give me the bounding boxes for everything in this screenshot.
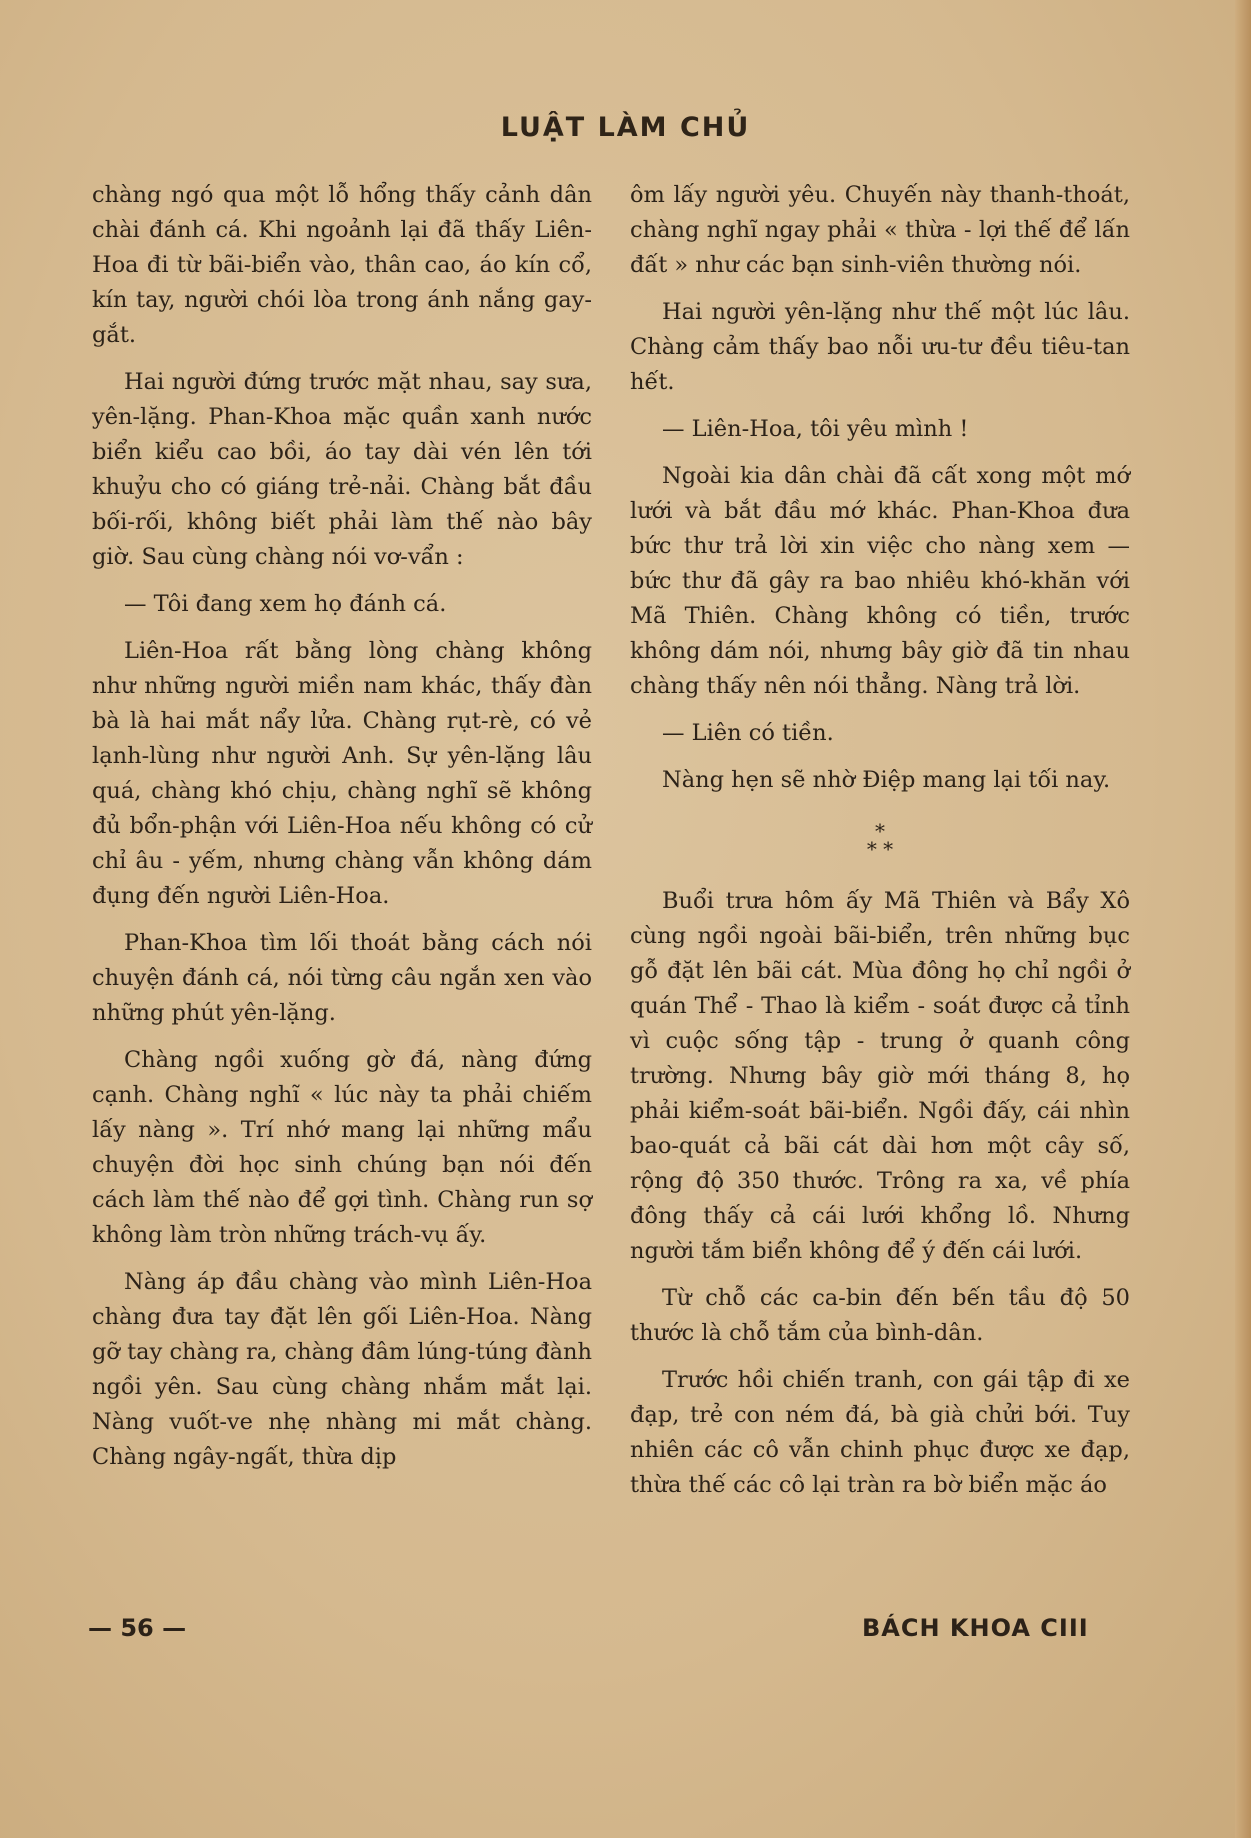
dialogue-line: — Liên có tiền. bbox=[662, 720, 834, 746]
paragraph: Trước hồi chiến tranh, con gái tập đi xe đạp, trẻ con ném đá, bà già chửi bới. Tuy nhiên các cô vẫn chinh phục được xe đạp, thừa thế các cô lại tràn ra bờ biển mặc áo bbox=[630, 1367, 1130, 1498]
paragraph: Phan-Khoa tìm lối thoát bằng cách nói chuyện đánh cá, nói từng câu ngắn xen vào những phút yên-lặng. bbox=[92, 930, 592, 1026]
page-number: — 56 — bbox=[88, 1614, 187, 1642]
publication-name: BÁCH KHOA CIII bbox=[862, 1614, 1089, 1642]
paragraph: ôm lấy người yêu. Chuyến này thanh-thoát, chàng nghĩ ngay phải « thừa - lợi thế để lấn đất » như các bạn sinh-viên thường nói. bbox=[630, 182, 1130, 278]
paragraph: chàng ngó qua một lỗ hổng thấy cảnh dân chài đánh cá. Khi ngoảnh lại đã thấy Liên-Hoa đi từ bãi-biển vào, thân cao, áo kín cổ, kín tay, người chói lòa trong ánh nắng gay-gắt. bbox=[92, 182, 592, 348]
paragraph: Buổi trưa hôm ấy Mã Thiên và Bẩy Xô cùng ngồi ngoài bãi-biển, trên những bục gỗ đặt lên bãi cát. Mùa đông họ chỉ ngồi ở quán Thể - Thao là kiểm - soát được cả tỉnh vì cuộc sống tập - trung ở quanh công trường. Nhưng bây giờ mới tháng 8, họ phải kiểm-soát bãi-biển. Ngồi đấy, cái nhìn bao-quát cả bãi cát dài hơn một cây số, rộng độ 350 thước. Trông ra xa, về phía đông thấy cả cái lưới khổng lồ. Nhưng người tắm biển không để ý đến cái lưới. bbox=[630, 888, 1130, 1264]
paragraph: Từ chỗ các ca-bin đến bến tầu độ 50 thước là chỗ tắm của bình-dân. bbox=[630, 1285, 1130, 1346]
paragraph: Hai người đứng trước mặt nhau, say sưa, yên-lặng. Phan-Khoa mặc quần xanh nước biển kiểu cao bồi, áo tay dài vén lên tới khuỷu cho có giáng trẻ-nải. Chàng bắt đầu bối-rối, không biết phải làm thế nào bây giờ. Sau cùng chàng nói vơ-vẩn : bbox=[92, 369, 592, 570]
paragraph: Liên-Hoa rất bằng lòng chàng không như những người miền nam khác, thấy đàn bà là hai mắt nẩy lửa. Chàng rụt-rè, có vẻ lạnh-lùng như người Anh. Sự yên-lặng lâu quá, chàng khó chịu, chàng nghĩ sẽ không đủ bổn-phận với Liên-Hoa nếu không có cử chỉ âu - yếm, nhưng chàng vẫn không dám đụng đến người Liên-Hoa. bbox=[92, 638, 592, 909]
section-separator bbox=[630, 819, 1130, 861]
dialogue-line: — Tôi đang xem họ đánh cá. bbox=[124, 591, 447, 617]
separator-star: * bbox=[875, 819, 885, 843]
page-edge bbox=[1235, 0, 1251, 1838]
separator-stars: * * bbox=[866, 837, 894, 861]
paragraph: Ngoài kia dân chài đã cất xong một mớ lưới và bắt đầu mớ khác. Phan-Khoa đưa bức thư trả lời xin việc cho nàng xem — bức thư đã gây ra bao nhiêu khó-khăn với Mã Thiên. Chàng không có tiền, trước không dám nói, nhưng bây giờ đã tin nhau chàng thấy nên nói thẳng. Nàng trả lời. bbox=[630, 463, 1130, 699]
paragraph: Hai người yên-lặng như thế một lúc lâu. Chàng cảm thấy bao nỗi ưu-tư đều tiêu-tan hết. bbox=[630, 299, 1130, 395]
paragraph: Chàng ngồi xuống gờ đá, nàng đứng cạnh. Chàng nghĩ « lúc này ta phải chiếm lấy nàng ». Trí nhớ mang lại những mẩu chuyện đời học sinh chúng bạn nói đến cách làm thế nào để gợi tình. Chàng run sợ không làm tròn những trách-vụ ấy. bbox=[92, 1047, 592, 1248]
left-column bbox=[92, 178, 592, 1487]
right-column bbox=[630, 178, 1130, 1515]
page-title: LUẬT LÀM CHỦ bbox=[500, 112, 751, 143]
paragraph: Nàng hẹn sẽ nhờ Điệp mang lại tối nay. bbox=[662, 767, 1111, 793]
dialogue-line: — Liên-Hoa, tôi yêu mình ! bbox=[662, 416, 969, 442]
paragraph: Nàng áp đầu chàng vào mình Liên-Hoa chàng đưa tay đặt lên gối Liên-Hoa. Nàng gỡ tay chàng ra, chàng đâm lúng-túng đành ngồi yên. Sau cùng chàng nhắm mắt lại. Nàng vuốt-ve nhẹ nhàng mi mắt chàng. Chàng ngây-ngất, thừa dịp bbox=[92, 1269, 592, 1470]
